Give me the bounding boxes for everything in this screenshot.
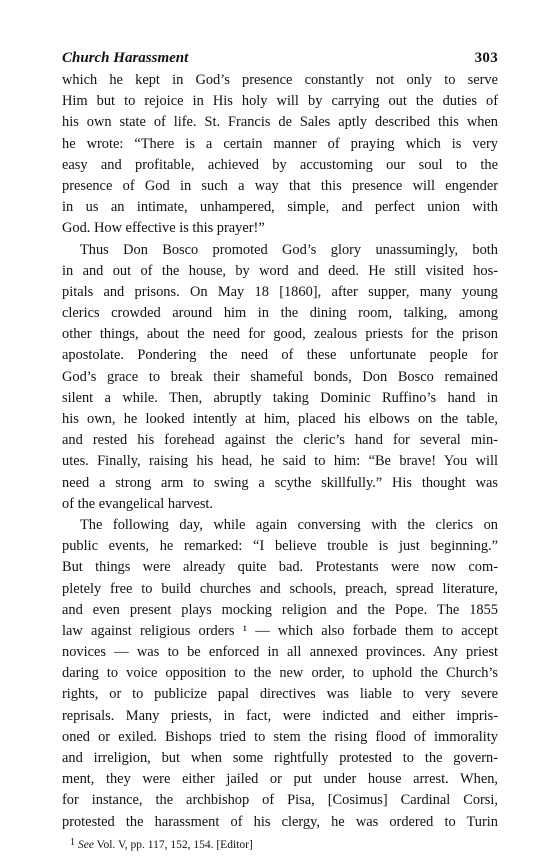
body-text (62, 70, 498, 833)
text-line: utes. Finally, raising his head, he said to him: “Be brave! You will (62, 453, 498, 470)
text-line: law against religious orders ¹ — which also forbade them to accept (62, 622, 498, 639)
text-line: public events, he remarked: “I believe trouble is just beginning.” (62, 538, 498, 555)
page-number: 303 (474, 50, 498, 66)
footnote-text: Vol. V, pp. 117, 152, 154. [Editor] (96, 838, 253, 851)
footnote-see: See (78, 838, 94, 851)
text-line: rights, or to publicize papal directives was liable to very severe (62, 686, 498, 703)
text-line: presence of God in such a way that this presence will engender (62, 177, 498, 194)
text-line: in and out of the house, by word and deed. He still visited hos- (62, 262, 498, 279)
text-line: The following day, while again conversing with the clerics on (80, 516, 498, 533)
text-line: which he kept in God’s presence constantly not only to serve (62, 72, 498, 88)
text-line: and rested his forehead against the cleric’s hand for several min- (62, 432, 498, 449)
text-line: of the evangelical harvest. (62, 495, 214, 512)
text-line: novices — was to be enforced in all annexed provinces. Any priest (62, 644, 498, 661)
footnote (62, 835, 498, 853)
running-title: Church Harassment (62, 50, 189, 66)
text-line: God’s grace to break their shameful bonds, Don Bosco remained (62, 368, 498, 385)
text-line: he wrote: “There is a certain manner of praying which is very (62, 135, 498, 152)
text-line: pletely free to build churches and schools, preach, spread literature, (62, 580, 498, 597)
footnote-marker: 1 (70, 836, 75, 848)
text-line: for instance, the archbishop of Pisa, [Cosimus] Cardinal Corsi, (62, 792, 498, 809)
text-line: pitals and prisons. On May 18 [1860], after supper, many young (62, 283, 498, 300)
text-line: ment, they were either jailed or put under house arrest. When, (62, 771, 498, 788)
text-line: easy and profitable, achieved by accustoming our soul to the (62, 156, 498, 173)
text-line: clerics crowded around him in the dining room, talking, among (62, 305, 498, 322)
text-line: Thus Don Bosco promoted God’s glory unassumingly, both (80, 241, 498, 258)
text-line: silent a while. Then, abruptly taking Dominic Ruffino’s hand in (62, 389, 498, 406)
text-line: But things were already quite bad. Protestants were now com- (62, 559, 498, 576)
text-line: reprisals. Many priests, in fact, were indicted and either impris- (62, 707, 498, 724)
text-line: Him but to rejoice in His holy will by carrying out the duties of (62, 93, 498, 110)
text-line: oned or exiled. Bishops tried to stem the rising flood of immorality (62, 728, 498, 745)
text-line: and even present plays mocking religion and the Pope. The 1855 (62, 601, 498, 618)
text-line: daring to voice opposition to the new order, to uphold the Church’s (62, 665, 498, 682)
text-line: his own, he looked intently at him, placed his elbows on the table, (62, 411, 498, 427)
text-line: need a strong arm to swing a scythe skillfully.” His thought was (62, 474, 498, 491)
text-line: God. How effective is this prayer!” (62, 220, 265, 237)
running-head (62, 46, 498, 70)
text-line: and irreligion, but when some rightfully protested to the govern- (62, 750, 498, 766)
text-line: in us an intimate, unhampered, simple, and perfect union with (62, 199, 498, 216)
text-line: protested the harassment of his clergy, he was ordered to Turin (62, 813, 498, 830)
book-page (62, 46, 498, 853)
text-line: his own state of life. St. Francis de Sales aptly described this when (62, 114, 498, 131)
text-line: other things, about the need for good, zealous priests for the prison (62, 326, 498, 343)
text-line: apostolate. Pondering the need of these unfortunate people for (62, 347, 498, 364)
